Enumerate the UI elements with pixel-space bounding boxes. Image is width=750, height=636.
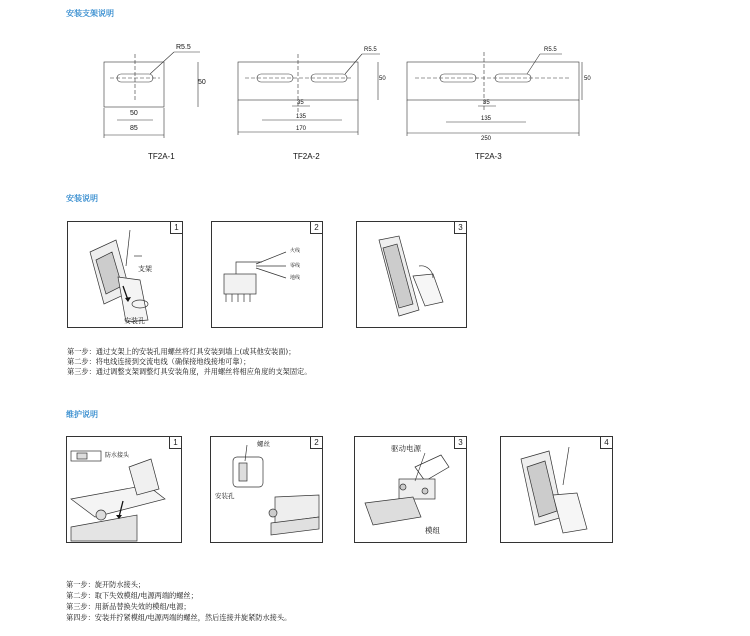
maint-step-4: 第四步：安装并拧紧模组/电源两端的螺丝，然后连接并旋紧防水接头。	[66, 613, 292, 622]
panel-number: 2	[310, 221, 323, 234]
maint-step-3: 第三步：用新品替换失效的模组/电源；	[66, 602, 191, 611]
dim-slot: 50	[130, 110, 138, 117]
label-bracket: 支架	[138, 265, 152, 273]
dim-pitch: 35	[297, 100, 304, 106]
maint-panel-3	[354, 436, 467, 543]
install-panel-3	[356, 221, 467, 328]
maint-panel-4	[500, 436, 613, 543]
maint-step-1: 第一步：旋开防水接头；	[66, 580, 146, 589]
angle-adjust-illustration	[357, 222, 466, 327]
label-module: 模组	[425, 526, 440, 535]
panel-number: 3	[454, 221, 467, 234]
dim-radius: R5.5	[544, 47, 557, 53]
dim-pitch: 35	[483, 100, 490, 106]
caption-tf2a-3: TF2A-3	[475, 152, 502, 161]
panel-number: 1	[169, 436, 182, 449]
dim-radius: R5.5	[364, 47, 377, 53]
dim-width: 85	[130, 125, 138, 132]
section-title-bracket: 安装支架说明	[66, 9, 114, 18]
label-live-wire: 火线	[290, 248, 301, 254]
install-panel-2	[211, 221, 323, 328]
dim-height: 50	[584, 76, 591, 82]
reassembly-illustration	[501, 437, 612, 542]
caption-tf2a-1: TF2A-1	[148, 152, 175, 161]
dim-height: 50	[198, 79, 206, 86]
lamp-mount-illustration	[68, 222, 182, 327]
label-mount-hole: 安装孔	[124, 317, 145, 325]
dim-span: 135	[481, 116, 492, 122]
maint-panel-2	[210, 436, 323, 543]
label-driver: 驱动电源	[391, 444, 421, 453]
dim-radius: R5.5	[176, 44, 191, 51]
panel-number: 1	[170, 221, 183, 234]
label-ground-wire: 地线	[290, 275, 301, 281]
dim-width: 250	[481, 136, 492, 142]
label-mount-hole: 安装孔	[215, 492, 235, 500]
wiring-illustration	[212, 222, 322, 327]
label-screw: 螺丝	[257, 440, 270, 448]
caption-tf2a-2: TF2A-2	[293, 152, 320, 161]
install-step-2: 第二步：将电线连接到交流电线（确保接地线接地可靠）；	[67, 357, 251, 366]
install-step-1: 第一步：通过支架上的安装孔用螺丝将灯具安装到墙上(或其他安装面)；	[67, 347, 296, 356]
maint-panel-1	[66, 436, 182, 543]
panel-number: 2	[310, 436, 323, 449]
dim-span: 135	[296, 114, 307, 120]
section-title-install: 安装说明	[66, 194, 98, 203]
dim-height: 50	[379, 76, 386, 82]
screw-removal-illustration	[211, 437, 322, 542]
dim-width: 170	[296, 126, 307, 132]
panel-number: 4	[600, 436, 613, 449]
label-neutral-wire: 零线	[290, 263, 301, 269]
install-panel-1	[67, 221, 183, 328]
section-title-maintenance: 维护说明	[66, 410, 98, 419]
maint-step-2: 第二步：取下失效模组/电源两端的螺丝；	[66, 591, 198, 600]
label-waterproof-connector: 防水接头	[105, 452, 130, 459]
panel-number: 3	[454, 436, 467, 449]
install-step-3: 第三步：通过调整支架调整灯具安装角度，并用螺丝将相应角度的支架固定。	[67, 367, 312, 376]
bracket-drawings	[0, 0, 750, 175]
